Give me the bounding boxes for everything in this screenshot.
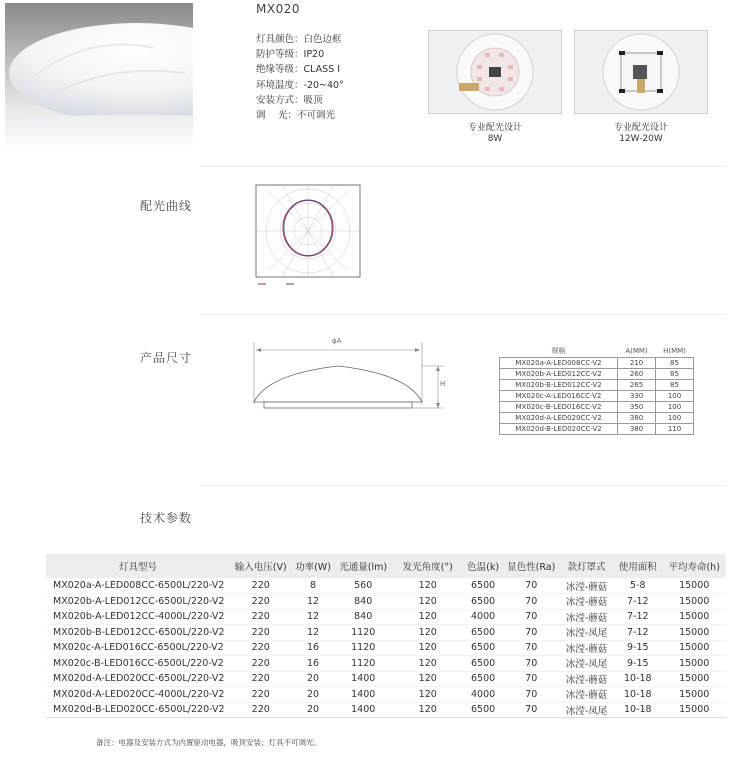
cell-cct: 4000 bbox=[470, 688, 496, 700]
cell-area: 10-18 bbox=[623, 688, 652, 700]
col-model: 灯具型号 bbox=[46, 554, 230, 578]
thumbnail-caption bbox=[428, 123, 562, 145]
cell-power: 8 bbox=[309, 580, 317, 591]
cell-model: MX020d-B-LED020CC-6500L/220-V2 bbox=[53, 704, 225, 716]
cell-lifetime: 15000 bbox=[679, 611, 710, 623]
cell-cri: 70 bbox=[525, 688, 538, 700]
cell-cct: 6500 bbox=[470, 673, 496, 685]
cell-beam-angle: 120 bbox=[418, 626, 437, 638]
section-divider bbox=[200, 314, 726, 315]
dim-a-cell: 210 bbox=[618, 357, 656, 368]
led-module-8w-image bbox=[428, 30, 562, 114]
cell-beam-angle: 120 bbox=[418, 688, 437, 700]
col-shade: 款灯罩式 bbox=[560, 554, 613, 578]
cell-shade: 冰滢-蘑菇 bbox=[565, 690, 608, 702]
cell-lifetime: 15000 bbox=[679, 580, 710, 591]
product-photo bbox=[5, 3, 193, 153]
cell-shade: 冰滢-凤尾 bbox=[565, 705, 608, 717]
col-flux: 光通量(lm) bbox=[335, 554, 392, 578]
cell-cri: 70 bbox=[525, 611, 538, 623]
cell-voltage: 220 bbox=[251, 611, 270, 623]
cell-lifetime: 15000 bbox=[679, 657, 710, 669]
cell-voltage: 220 bbox=[251, 673, 270, 685]
cell-model: MX020d-A-LED020CC-4000L/220-V2 bbox=[53, 688, 225, 700]
spec-label: 环境温度： bbox=[256, 79, 304, 91]
dimension-row bbox=[500, 423, 694, 434]
cell-flux: 1400 bbox=[351, 688, 376, 700]
tech-row bbox=[46, 687, 726, 703]
cell-beam-angle: 120 bbox=[418, 704, 437, 716]
spec-value: -20~40° bbox=[303, 79, 344, 91]
dimension-row bbox=[500, 357, 694, 368]
cell-cri: 70 bbox=[525, 642, 538, 654]
dim-a-cell: 265 bbox=[618, 379, 656, 390]
cell-flux: 1400 bbox=[351, 673, 376, 685]
spec-label: 防护等级： bbox=[256, 49, 304, 61]
led-module-12-20w-image bbox=[574, 30, 708, 114]
led-module-round-icon bbox=[429, 31, 561, 113]
cell-cri: 70 bbox=[525, 595, 538, 607]
dimension-row bbox=[500, 368, 694, 379]
thumbnail-caption bbox=[574, 123, 708, 145]
cell-cct: 6500 bbox=[470, 642, 496, 654]
cell-cct: 4000 bbox=[470, 611, 496, 623]
dim-h-cell: 85 bbox=[656, 357, 694, 368]
cell-area: 10-18 bbox=[623, 704, 652, 716]
tech-row bbox=[46, 640, 726, 656]
cell-voltage: 220 bbox=[251, 642, 270, 654]
spec-row bbox=[256, 78, 344, 93]
dimension-row bbox=[500, 412, 694, 423]
caption-power: 8W bbox=[487, 134, 503, 144]
cell-power: 12 bbox=[306, 626, 320, 638]
product-model-title: MX020 bbox=[256, 2, 300, 16]
cell-voltage: 220 bbox=[251, 595, 270, 607]
cell-power: 12 bbox=[306, 595, 320, 607]
cell-beam-angle: 120 bbox=[418, 673, 437, 685]
cell-area: 7-12 bbox=[627, 595, 649, 607]
cell-shade: 冰滢-蘑菇 bbox=[565, 612, 608, 624]
dim-h-cell: 85 bbox=[656, 379, 694, 390]
spec-row bbox=[256, 93, 344, 108]
dim-model-cell: MX020a-A-LED008CC-V2 bbox=[500, 357, 618, 368]
dimension-table-header bbox=[500, 346, 694, 357]
cell-power: 20 bbox=[306, 688, 320, 700]
dim-a-cell: 260 bbox=[618, 368, 656, 379]
diameter-label: φA bbox=[332, 337, 342, 345]
led-module-square-icon bbox=[575, 31, 707, 113]
cell-shade: 冰滢-蘑菇 bbox=[565, 674, 608, 686]
product-spec-list bbox=[256, 32, 344, 123]
cell-model: MX020b-A-LED012CC-6500L/220-V2 bbox=[53, 595, 225, 607]
cell-beam-angle: 120 bbox=[418, 657, 437, 669]
cell-beam-angle: 120 bbox=[418, 611, 437, 623]
ceiling-lamp-image bbox=[5, 3, 193, 153]
spec-value: CLASS I bbox=[303, 64, 341, 76]
cell-flux: 1400 bbox=[351, 704, 376, 716]
spec-label: 安装方式： bbox=[256, 94, 304, 106]
cell-voltage: 220 bbox=[251, 626, 270, 638]
cell-lifetime: 15000 bbox=[679, 673, 710, 685]
cell-voltage: 220 bbox=[251, 704, 270, 716]
cell-cri: 70 bbox=[525, 673, 538, 685]
tech-row bbox=[46, 578, 726, 594]
dim-model-cell: MX020c-A-LED016CC-V2 bbox=[500, 390, 618, 401]
col-cri: 显色性(Ra) bbox=[503, 554, 560, 578]
cell-cri: 70 bbox=[525, 704, 538, 716]
cell-cri: 70 bbox=[525, 626, 538, 638]
tech-row bbox=[46, 671, 726, 687]
footnote: 备注：电器及安装方式为内置驱动电器，吸顶安装；灯具不可调光。 bbox=[96, 738, 321, 747]
cell-beam-angle: 120 bbox=[418, 580, 437, 591]
tech-row bbox=[46, 609, 726, 625]
tech-row bbox=[46, 625, 726, 641]
dim-h-cell: 100 bbox=[656, 390, 694, 401]
tech-params-heading: 技术参数 bbox=[140, 511, 193, 525]
cell-power: 12 bbox=[306, 611, 320, 623]
tech-params-table bbox=[46, 554, 726, 718]
cell-cri: 70 bbox=[525, 580, 538, 591]
cell-voltage: 220 bbox=[251, 657, 270, 669]
col-beam-angle: 发光角度(°) bbox=[392, 554, 464, 578]
cell-shade: 冰滢-蘑菇 bbox=[565, 581, 608, 593]
cell-voltage: 220 bbox=[251, 688, 270, 700]
cell-model: MX020b-B-LED012CC-6500L/220-V2 bbox=[53, 626, 225, 638]
cell-cri: 70 bbox=[525, 657, 538, 669]
cell-lifetime: 15000 bbox=[679, 688, 710, 700]
cell-cct: 6500 bbox=[470, 704, 496, 716]
cell-model: MX020b-A-LED012CC-4000L/220-V2 bbox=[53, 611, 225, 623]
cell-beam-angle: 120 bbox=[418, 642, 437, 654]
dim-model-cell: MX020c-B-LED016CC-V2 bbox=[500, 401, 618, 412]
spec-label: 灯具颜色： bbox=[256, 34, 304, 45]
dim-model-cell: MX020d-B-LED020CC-V2 bbox=[500, 423, 618, 434]
polar-curve-graphic bbox=[252, 182, 364, 290]
spec-label: 绝缘等级： bbox=[256, 64, 304, 76]
cell-power: 20 bbox=[306, 673, 320, 685]
dim-h-cell: 110 bbox=[656, 423, 694, 434]
spec-value: IP20 bbox=[303, 49, 325, 61]
cell-power: 20 bbox=[306, 704, 320, 716]
spec-row bbox=[256, 47, 344, 62]
spec-value: 不可调光 bbox=[297, 110, 336, 122]
dim-a-cell: 380 bbox=[618, 423, 656, 434]
cell-cct: 6500 bbox=[470, 626, 496, 638]
spec-row bbox=[256, 108, 344, 123]
col-power: 功率(W) bbox=[291, 554, 334, 578]
cell-cct: 6500 bbox=[470, 580, 496, 591]
cell-area: 9-15 bbox=[627, 657, 649, 669]
cell-flux: 1120 bbox=[351, 642, 376, 654]
spec-label: 调 光： bbox=[256, 110, 298, 122]
tech-row bbox=[46, 656, 726, 672]
dimension-row bbox=[500, 379, 694, 390]
cell-lifetime: 15000 bbox=[679, 626, 710, 638]
dimensions-heading: 产品尺寸 bbox=[140, 351, 193, 365]
dim-a-cell: 330 bbox=[618, 390, 656, 401]
cell-flux: 560 bbox=[354, 580, 373, 591]
cell-power: 16 bbox=[306, 642, 320, 654]
spec-row bbox=[256, 62, 344, 77]
cell-model: MX020c-B-LED016CC-6500L/220-V2 bbox=[53, 657, 224, 669]
dim-h-cell: 100 bbox=[656, 412, 694, 423]
cell-shade: 冰滢-凤尾 bbox=[565, 659, 608, 671]
dim-model-cell: MX020b-A-LED012CC-V2 bbox=[500, 368, 618, 379]
tech-row bbox=[46, 702, 726, 718]
cell-area: 10-18 bbox=[623, 673, 652, 685]
cell-shade: 冰滢-凤尾 bbox=[565, 628, 608, 640]
col-voltage: 输入电压(V) bbox=[230, 554, 291, 578]
cell-cct: 6500 bbox=[470, 595, 496, 607]
col-lifetime: 平均寿命(h) bbox=[662, 554, 726, 578]
dim-h-cell: 100 bbox=[656, 401, 694, 412]
caption-power: 12W-20W bbox=[619, 134, 663, 144]
spec-row bbox=[256, 32, 344, 47]
spec-value: 白色边框 bbox=[303, 34, 342, 45]
section-divider bbox=[200, 485, 726, 486]
section-divider bbox=[200, 166, 726, 167]
cell-flux: 1120 bbox=[351, 657, 376, 669]
cell-power: 16 bbox=[306, 657, 320, 669]
cell-lifetime: 15000 bbox=[679, 704, 710, 716]
dim-a-cell: 380 bbox=[618, 412, 656, 423]
cell-voltage: 220 bbox=[251, 580, 270, 591]
dim-a-cell: 350 bbox=[618, 401, 656, 412]
cell-model: MX020a-A-LED008CC-6500L/220-V2 bbox=[53, 580, 225, 591]
dimension-drawing bbox=[248, 338, 448, 412]
caption-line: 专业配光设计 bbox=[467, 123, 522, 133]
col-area: 使用面积 bbox=[613, 554, 662, 578]
cell-flux: 840 bbox=[354, 611, 373, 623]
cell-model: MX020d-A-LED020CC-6500L/220-V2 bbox=[53, 673, 225, 685]
cell-area: 7-12 bbox=[627, 626, 649, 638]
cell-area: 7-12 bbox=[627, 611, 649, 623]
cell-lifetime: 15000 bbox=[679, 642, 710, 654]
tech-row bbox=[46, 594, 726, 610]
cell-flux: 1120 bbox=[351, 626, 376, 638]
cell-cct: 6500 bbox=[470, 657, 496, 669]
col-cct: 色温(k) bbox=[464, 554, 503, 578]
dim-model-cell: MX020d-A-LED020CC-V2 bbox=[500, 412, 618, 423]
cell-beam-angle: 120 bbox=[418, 595, 437, 607]
header-model: 规格 bbox=[500, 346, 618, 357]
cell-area: 9-15 bbox=[627, 642, 649, 654]
lamp-profile-drawing bbox=[248, 338, 448, 412]
light-curve-heading: 配光曲线 bbox=[140, 199, 193, 213]
cell-area: 5-8 bbox=[630, 580, 646, 591]
cell-lifetime: 15000 bbox=[679, 595, 710, 607]
height-label: H bbox=[440, 380, 446, 388]
spec-value: 吸顶 bbox=[303, 94, 323, 106]
header-a: A(MM) bbox=[618, 346, 656, 357]
header-h: H(MM) bbox=[656, 346, 694, 357]
dimension-row bbox=[500, 401, 694, 412]
cell-model: MX020c-A-LED016CC-6500L/220-V2 bbox=[53, 642, 224, 654]
dimension-row bbox=[500, 390, 694, 401]
dim-model-cell: MX020b-B-LED012CC-V2 bbox=[500, 379, 618, 390]
tech-table-header bbox=[46, 554, 726, 578]
light-distribution-curve bbox=[252, 182, 364, 290]
cell-shade: 冰滢-蘑菇 bbox=[565, 597, 608, 609]
cell-shade: 冰滢-蘑菇 bbox=[565, 643, 608, 655]
dimension-table bbox=[499, 346, 694, 435]
cell-flux: 840 bbox=[354, 595, 373, 607]
dim-h-cell: 85 bbox=[656, 368, 694, 379]
caption-line: 专业配光设计 bbox=[613, 123, 668, 133]
